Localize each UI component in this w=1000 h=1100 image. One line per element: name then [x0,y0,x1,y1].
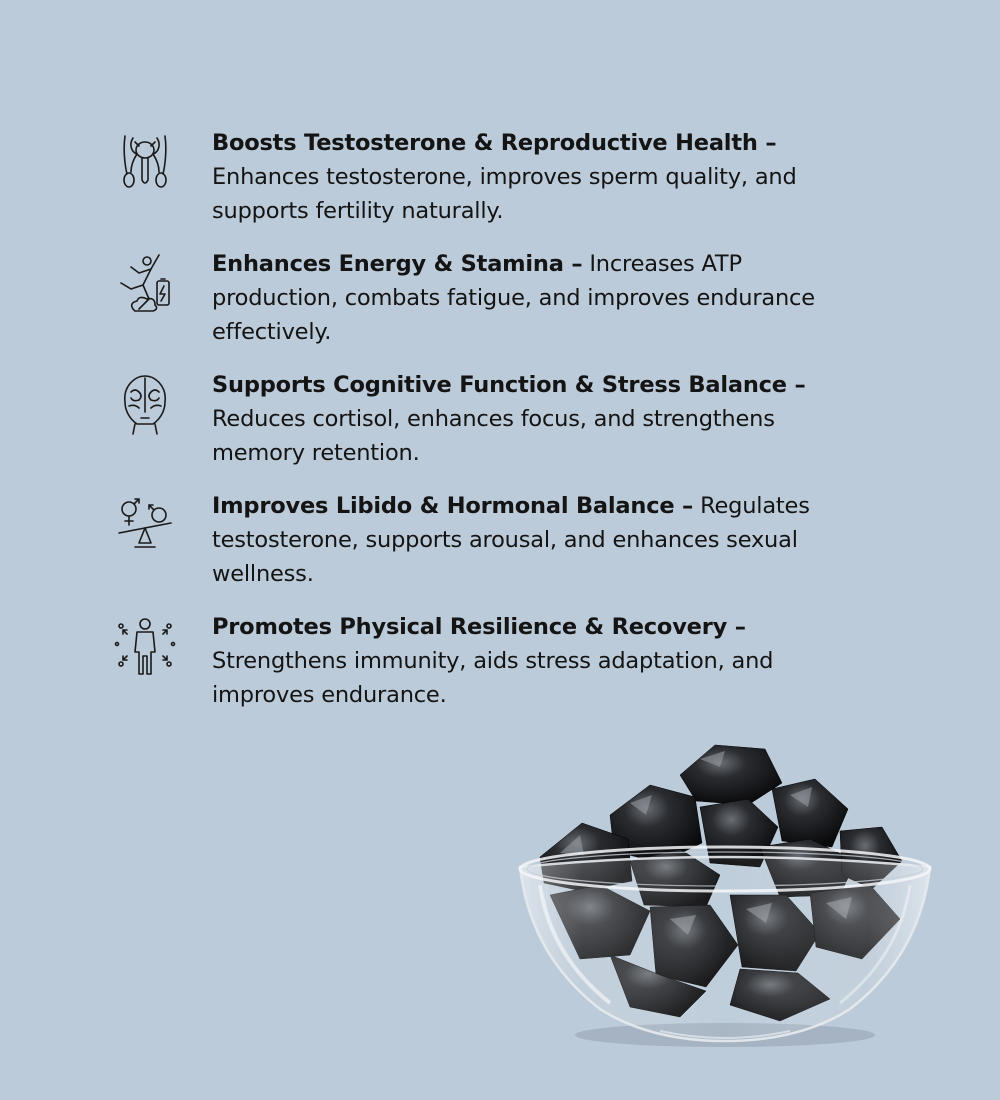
benefit-item [100,368,900,470]
energy-stamina-icon [100,247,190,321]
benefit-description: Strengthens immunity, aids stress adaptation, and improves endurance. [212,648,774,708]
benefit-description: Enhances testosterone, improves sperm quality, and supports fertility naturally. [212,164,797,224]
brain-head-icon [100,368,190,442]
benefit-title: Enhances Energy & Stamina – [212,251,583,277]
benefit-item [100,126,900,228]
hormone-balance-icon [100,489,190,563]
benefit-description: Increases ATP production, combats fatigue, and improves endurance effectively. [212,251,815,345]
benefit-title: Promotes Physical Resilience & Recovery – [212,614,746,640]
benefit-description: Reduces cortisol, enhances focus, and strengthens memory retention. [212,406,775,466]
benefit-title: Improves Libido & Hormonal Balance – [212,493,694,519]
benefit-title: Supports Cognitive Function & Stress Balance – [212,372,806,398]
benefit-description: Regulates testosterone, supports arousal, and enhances sexual wellness. [212,493,810,587]
reproductive-system-icon [100,126,190,200]
benefits-list [100,126,900,731]
shilajit-bowl-image [510,735,940,1055]
benefit-item [100,610,900,712]
benefit-item [100,247,900,349]
benefit-item [100,489,900,591]
body-resilience-icon [100,610,190,684]
benefit-title: Boosts Testosterone & Reproductive Health – [212,130,777,156]
